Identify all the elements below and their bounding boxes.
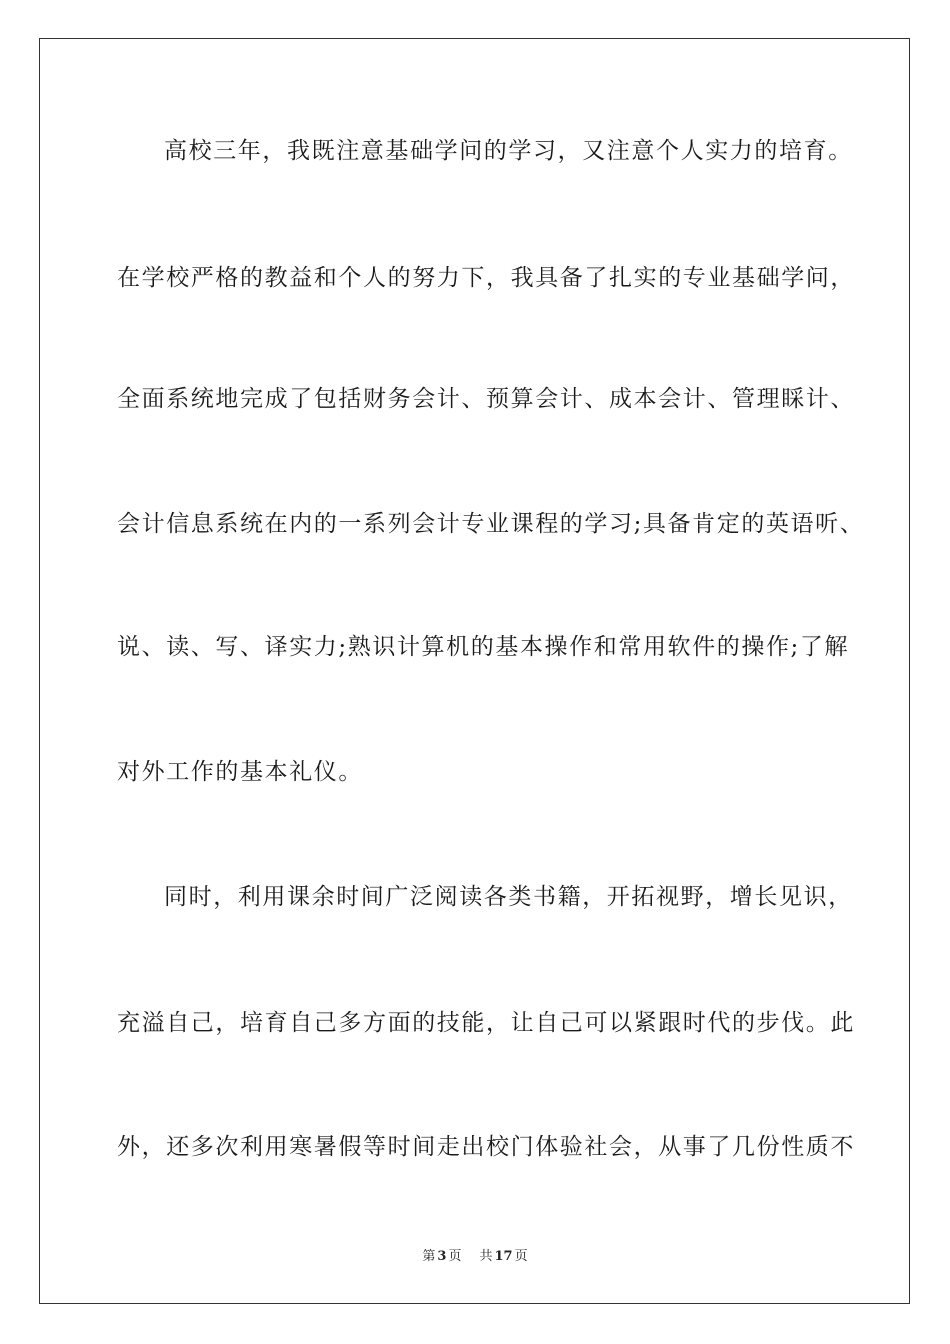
page-number: 3 <box>437 1249 447 1264</box>
page-prefix: 第 <box>422 1249 436 1264</box>
paragraph-line: 全面系统地完成了包括财务会计、预算会计、成本会计、管理睬计、 <box>117 386 855 412</box>
total-prefix: 共 <box>479 1249 493 1264</box>
paragraph-line: 说、读、写、译实力;熟识计算机的基本操作和常用软件的操作;了解 <box>117 634 850 660</box>
page-suffix: 页 <box>448 1249 462 1264</box>
paragraph-line: 外，还多次利用寒暑假等时间走出校门体验社会，从事了几份性质不 <box>117 1134 855 1160</box>
paragraph-line: 对外工作的基本礼仪。 <box>117 759 363 785</box>
total-pages: 17 <box>494 1249 513 1264</box>
page-border <box>39 38 910 1304</box>
paragraph-line: 充溢自己，培育自己多方面的技能，让自己可以紧跟时代的步伐。此 <box>117 1010 855 1036</box>
page-footer <box>0 1248 950 1266</box>
paragraph-line: 在学校严格的教益和个人的努力下，我具备了扎实的专业基础学问， <box>117 265 855 291</box>
paragraph-line: 会计信息系统在内的一系列会计专业课程的学习;具备肯定的英语听、 <box>117 511 865 537</box>
paragraph-line: 高校三年，我既注意基础学问的学习，又注意个人实力的培育。 <box>164 138 853 164</box>
total-suffix: 页 <box>514 1249 528 1264</box>
paragraph-line: 同时，利用课余时间广泛阅读各类书籍，开拓视野，增长见识， <box>164 884 853 910</box>
